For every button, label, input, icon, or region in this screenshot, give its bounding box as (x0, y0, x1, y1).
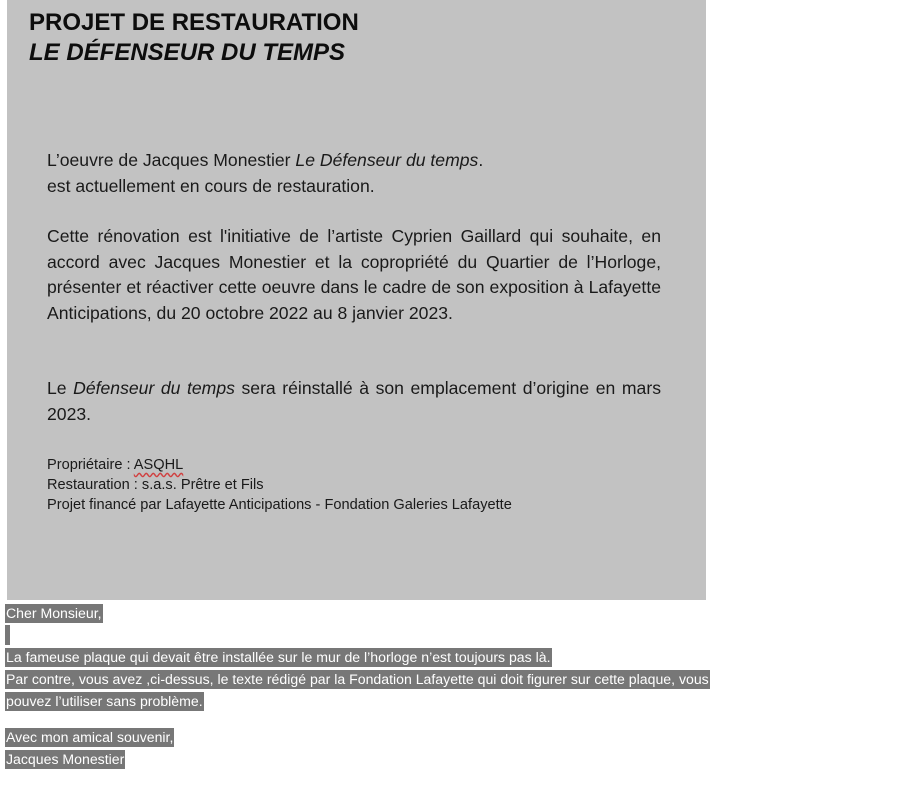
plaque-paragraph-renovation: Cette rénovation est l'initiative de l’artiste Cyprien Gaillard qui souhaite, en accord avec Jacques Monestier et la copropriété du Quartier de l’Horloge, présenter et réactiver cette oeuvre dans le cadre de son exposition à Lafayette Anticipations, du 20 octobre 2022 au 8 janvier 2023. (47, 226, 661, 323)
plaque-title-line2: LE DÉFENSEUR DU TEMPS (29, 39, 346, 66)
letter-line-row (5, 669, 900, 689)
reinstall-prefix: Le (47, 378, 74, 398)
plaque-image (7, 0, 706, 600)
letter-greeting: Cher Monsieur, (6, 605, 102, 621)
reinstall-artwork-title: Défenseur du temps (73, 378, 235, 398)
plaque-credits (47, 455, 512, 515)
plaque-paragraph-reinstall (47, 376, 661, 427)
blank-line-marker (5, 625, 10, 645)
letter-closing: Avec mon amical souvenir, (6, 729, 174, 745)
reinstall-text: sera réinstallé à son emplacement d’origine en mars 2023. (47, 378, 661, 424)
letter-greeting-row (5, 603, 900, 623)
owner-credit (47, 455, 512, 475)
plaque-paragraph-intro (47, 148, 661, 199)
intro-period: . (478, 150, 484, 170)
owner-label: Propriétaire : (47, 457, 134, 473)
email-letter (5, 603, 900, 771)
funding-credit: Projet financé par Lafayette Anticipations - Fondation Galeries Lafayette (47, 497, 512, 513)
letter-line1: La fameuse plaque qui devait être installée sur le mur de l’horloge n’est toujours pas là. (6, 649, 551, 665)
letter-line2: Par contre, vous avez ,ci-dessus, le texte rédigé par la Fondation Lafayette qui doit figurer sur cette plaque, vous (6, 671, 709, 687)
letter-gap (5, 713, 900, 725)
letter-line3: pouvez l’utiliser sans problème. (6, 693, 203, 709)
owner-value: ASQHL (133, 457, 184, 473)
plaque-title-line1: PROJET DE RESTAURATION (29, 9, 359, 36)
letter-signature-row (5, 749, 900, 769)
artwork-title: Le Défenseur du temps (295, 150, 479, 170)
letter-signature: Jacques Monestier (6, 751, 125, 767)
letter-blank-row (5, 625, 900, 645)
restoration-credit: Restauration : s.a.s. Prêtre et Fils (47, 477, 264, 493)
letter-line-row (5, 647, 900, 667)
intro-text: L’oeuvre de Jacques Monestier (47, 150, 296, 170)
letter-line-row (5, 691, 900, 711)
intro-line2: est actuellement en cours de restauration. (47, 175, 375, 196)
letter-closing-row (5, 727, 900, 747)
plaque-title (29, 8, 359, 68)
